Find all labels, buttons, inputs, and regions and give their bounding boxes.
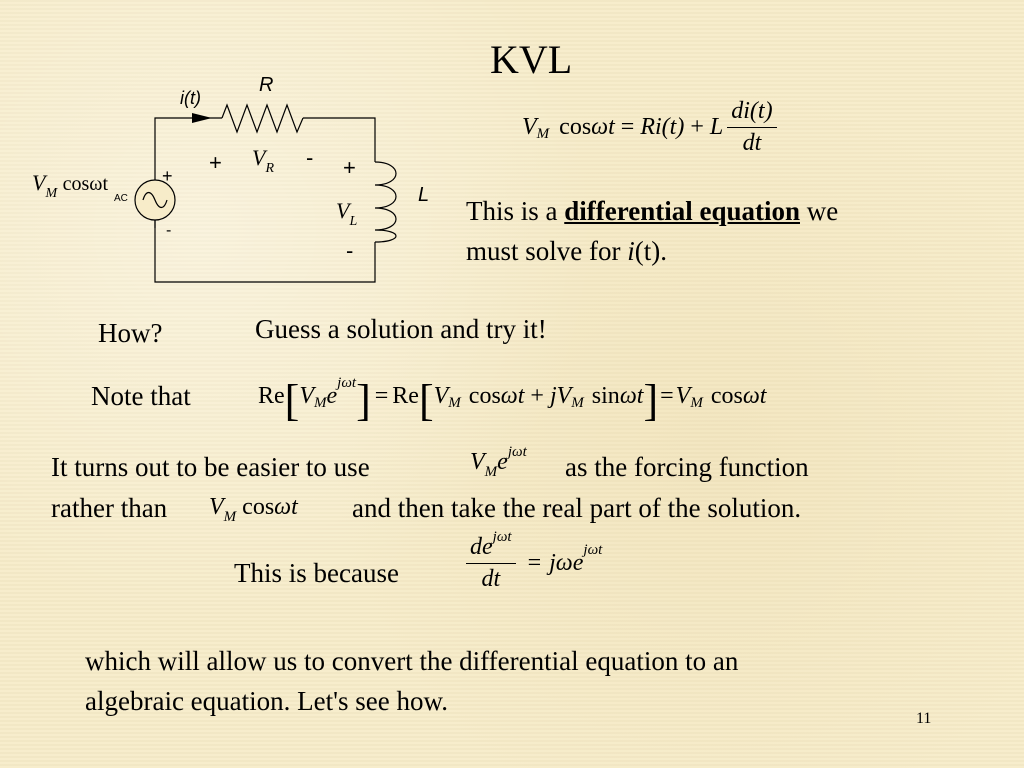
source-label: $V_M$ cosωt bbox=[32, 170, 109, 201]
conclusion-line1: which will allow us to convert the differential equation to an bbox=[85, 646, 739, 676]
vl-minus-sign: - bbox=[346, 238, 354, 263]
note-equation: Re [ V M e jωt ] = Re [ V M cos ωt + jV M sin ωt ] = V M cos ωt bbox=[258, 375, 767, 425]
guess-text: Guess a solution and try it! bbox=[255, 314, 547, 344]
resistor-symbol bbox=[222, 105, 303, 132]
current-arrow-icon bbox=[192, 113, 212, 123]
forcing-function-math: $V_Me^{j\omega t}$ bbox=[470, 444, 527, 480]
vr-plus-sign: + bbox=[209, 150, 222, 175]
kvl-fraction: $\frac{di(t)}{dt}$ bbox=[727, 98, 776, 157]
slide-title: KVL bbox=[490, 37, 573, 82]
inductor-label: L bbox=[418, 184, 430, 206]
note-that-label: Note that bbox=[91, 381, 191, 411]
rather-text-post: and then take the real part of the solution. bbox=[352, 493, 802, 523]
conclusion-line2: algebraic equation. Let's see how. bbox=[85, 686, 448, 716]
page-number: 11 bbox=[916, 710, 932, 727]
vl-plus-sign: + bbox=[343, 155, 356, 180]
source-minus-sign: - bbox=[166, 222, 172, 239]
inductor-symbol bbox=[375, 162, 396, 242]
kvl-equation: V M cos ωt = Ri (t) + L $\frac{di(t)}{dt}$ bbox=[522, 98, 781, 157]
easier-text-pre: It turns out to be easier to use bbox=[51, 452, 370, 482]
vr-label: $V_R$ bbox=[252, 145, 275, 176]
source-plus-sign: + bbox=[162, 166, 173, 186]
diff-eq-line2: must solve for i(t). bbox=[466, 236, 667, 266]
source-ac-label: AC bbox=[114, 193, 128, 204]
because-equation: $\frac{de^{j\omega t}}{dt}$ = jωe jωt bbox=[462, 534, 602, 593]
circuit-wire-bottom bbox=[155, 220, 375, 282]
easier-text-post: as the forcing function bbox=[565, 452, 809, 482]
diff-eq-line1: This is a differential equation we bbox=[466, 196, 839, 226]
vr-minus-sign: - bbox=[306, 145, 314, 170]
vl-label: $V_L$ bbox=[336, 198, 358, 229]
circuit-wire-top-right bbox=[303, 118, 375, 162]
cos-forcing-math: $V_M$ cosωt bbox=[209, 494, 298, 525]
current-label: i(t) bbox=[180, 88, 201, 108]
because-text: This is because bbox=[234, 558, 399, 588]
how-text: How? bbox=[98, 318, 163, 348]
rather-text-pre: rather than bbox=[51, 493, 168, 523]
resistor-label: R bbox=[259, 74, 274, 96]
